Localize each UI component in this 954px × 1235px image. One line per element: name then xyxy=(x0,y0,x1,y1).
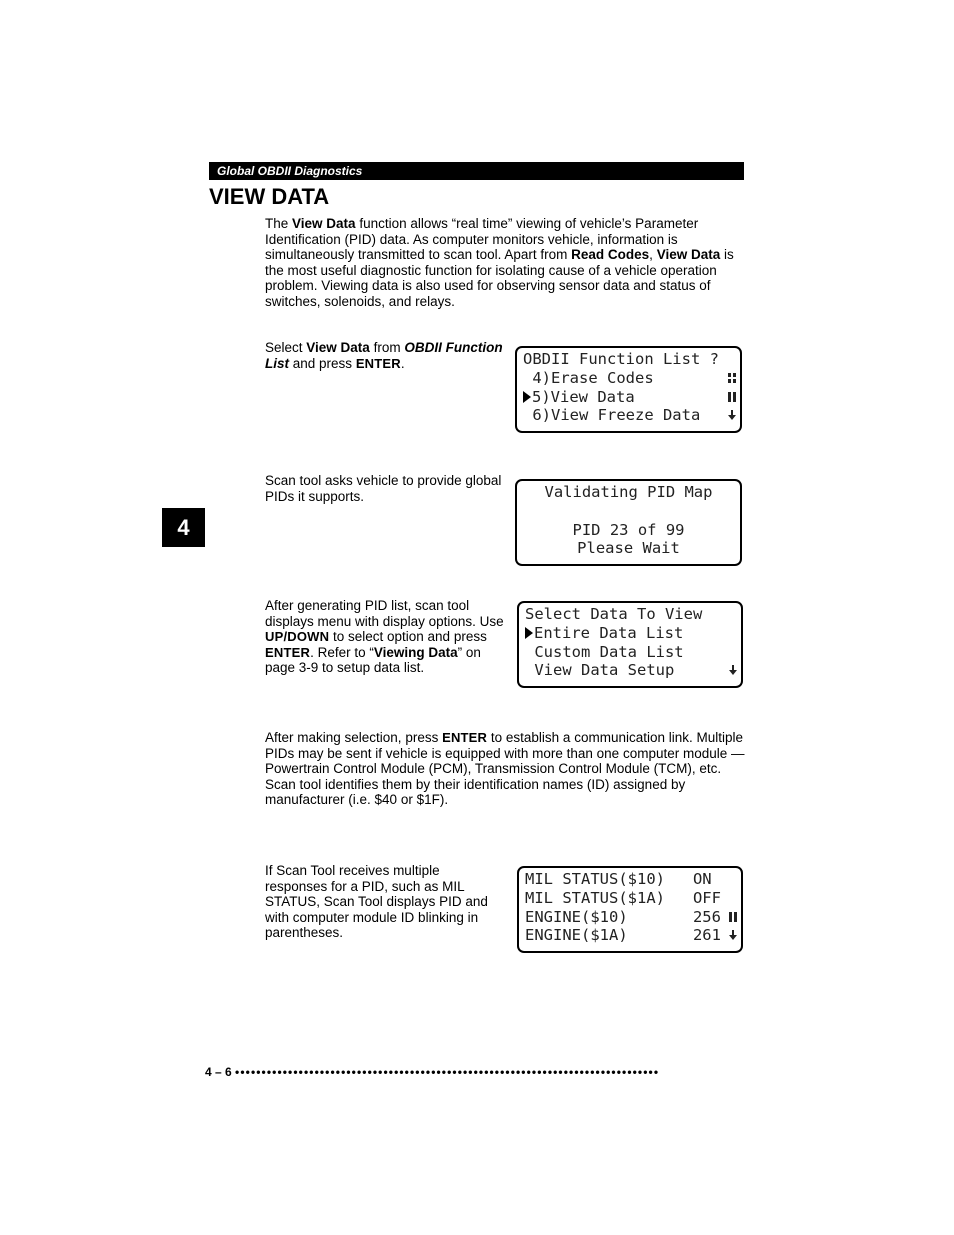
lcd-obdii-function-list xyxy=(515,346,742,433)
scroll-down-arrow-icon xyxy=(729,665,737,676)
lcd-line: MIL STATUS($1A) OFF xyxy=(525,888,721,907)
step-communication-link: After making selection, press ENTER to establish a communication link. Multiple PIDs may be sent if vehicle is equipped with more than one computer module — Powertrain Control Module (PCM), Transmission Control Module (TCM), etc. Scan tool identifies them by their identification names (ID) assigned by manufacturer (i.e. $40 or $1F). xyxy=(265,730,745,808)
lcd-line: MIL STATUS($10) ON xyxy=(525,870,712,888)
page-footer xyxy=(205,1064,745,1080)
lcd-mil-status xyxy=(517,866,743,953)
lcd-line xyxy=(523,502,740,521)
step-select-view-data: Select View Data from OBDII Function List and press ENTER. xyxy=(265,340,503,371)
chapter-tab: 4 xyxy=(162,508,205,547)
lcd-line: ENGINE($10) 256 xyxy=(525,908,741,927)
lcd-line: Select Data To View xyxy=(525,605,703,623)
lcd-line: Custom Data List xyxy=(525,642,684,661)
scroll-down-arrow-icon xyxy=(728,410,736,421)
lcd-line: View Data Setup xyxy=(525,661,741,680)
selection-arrow-icon xyxy=(525,627,533,639)
lcd-line: 4)Erase Codes xyxy=(523,369,740,388)
lcd-line-selected: Entire Data List xyxy=(525,624,741,643)
lcd-line: Validating PID Map xyxy=(544,483,713,501)
footer-dot-leader: •••••••••••••••••••••••••••••••••••••••••••••••••••••••••••••••••••••••••••••••• xyxy=(235,1065,660,1079)
lcd-validating-pid-map xyxy=(515,479,742,566)
lcd-line: ENGINE($1A) 261 xyxy=(525,926,741,945)
page-number: 4 – 6 xyxy=(205,1065,232,1079)
lcd-line: 6)View Freeze Data xyxy=(523,406,740,425)
lcd-line: OBDII Function List ? xyxy=(523,350,719,368)
lcd-line: PID 23 of 99 xyxy=(572,520,685,539)
step-display-options: After generating PID list, scan tool displays menu with display options. Use UP/DOWN to select option and press ENTER. Refer to “Viewing Data” on page 3-9 to setup data list. xyxy=(265,598,504,676)
step-validating-pids: Scan tool asks vehicle to provide global PIDs it supports. xyxy=(265,473,502,504)
intro-paragraph: The View Data function allows “real time” viewing of vehicle’s Parameter Identification (PID) data. As computer monitors vehicle, information is simultaneously transmitted to scan tool. Apart from Read Codes, View Data is the most useful diagnostic function for isolating cause of a vehicle operation problem. Viewing data is also used for observing sensor data and status of switches, solenoids, and relays. xyxy=(265,216,734,309)
lcd-line-selected: 5)View Data xyxy=(523,388,740,407)
scroll-marker-icon xyxy=(728,373,736,384)
scroll-marker-icon xyxy=(728,392,736,403)
section-header-bar xyxy=(209,162,744,180)
scroll-down-arrow-icon xyxy=(729,930,737,941)
section-header-label: Global OBDII Diagnostics xyxy=(217,164,363,178)
lcd-select-data-to-view xyxy=(517,601,743,688)
page-title: VIEW DATA xyxy=(209,184,330,209)
lcd-line: Please Wait xyxy=(577,539,680,558)
step-multiple-responses: If Scan Tool receives multiple responses for a PID, such as MIL STATUS, Scan Tool displays PID and with computer module ID blinking in parentheses. xyxy=(265,863,488,941)
scroll-marker-icon xyxy=(729,912,737,923)
selection-arrow-icon xyxy=(523,391,531,403)
